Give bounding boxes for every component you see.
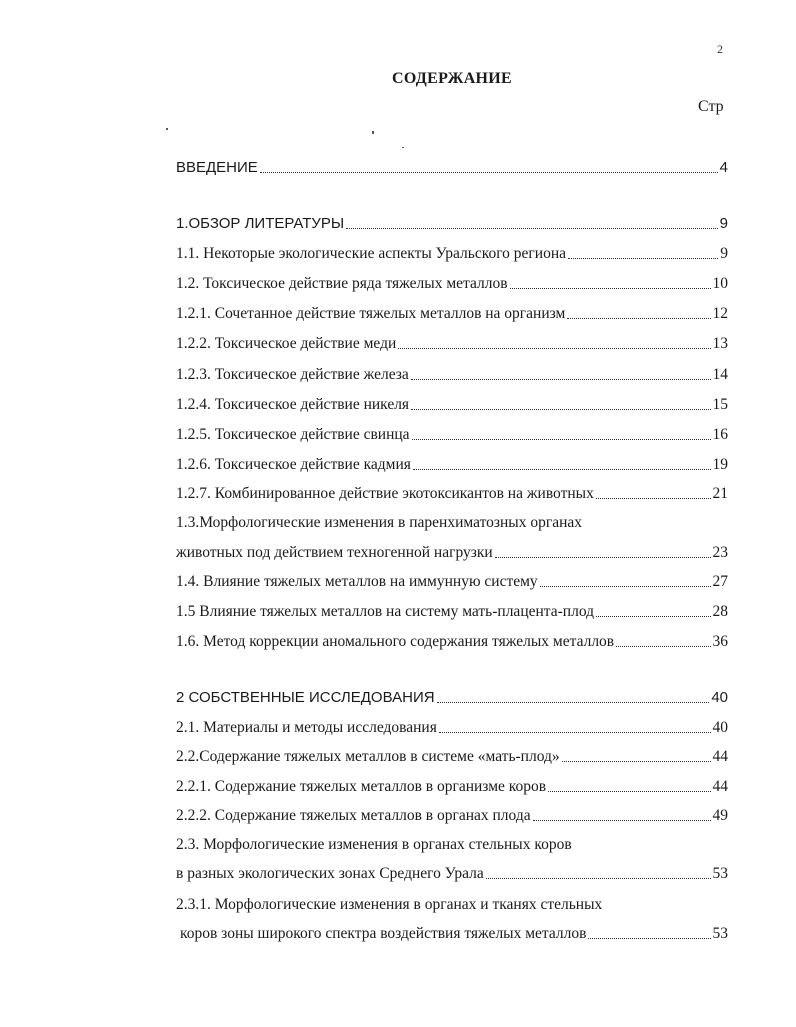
toc-entry-label: 2.1. Материалы и методы исследования <box>176 719 437 736</box>
toc-entry-label: животных под действием техногенной нагрузки <box>176 544 493 561</box>
toc-entry-label: 1.5 Влияние тяжелых металлов на систему мать-плацента-плод <box>176 603 595 620</box>
toc-entry-page: 9 <box>720 245 728 262</box>
leader-dots <box>346 227 717 229</box>
toc-entry <box>176 895 602 915</box>
toc-entry <box>176 602 728 622</box>
toc-entry-label: 2.3.1. Морфологические изменения в органах и тканях стельных <box>176 896 603 913</box>
leader-dots <box>533 819 711 821</box>
leader-dots <box>411 378 711 380</box>
toc-entry-page: 53 <box>712 925 728 942</box>
leader-dots <box>486 877 711 879</box>
toc-entry-page: 13 <box>712 335 728 352</box>
toc-entry <box>176 158 728 178</box>
toc-entry-page: 49 <box>712 807 728 824</box>
toc-entry <box>176 244 728 264</box>
page-column-label: Стр <box>698 98 724 115</box>
toc-entry <box>176 777 728 797</box>
toc-entry-page: 15 <box>712 396 728 413</box>
toc-entry <box>180 924 728 944</box>
toc-entry-page: 21 <box>712 485 728 502</box>
leader-dots <box>596 615 710 617</box>
toc-entry-page: 28 <box>712 603 728 620</box>
leader-dots <box>616 645 710 647</box>
toc-entry-page: 40 <box>711 689 728 706</box>
leader-dots <box>596 497 711 499</box>
toc-entry-label: 2.3. Морфологические изменения в органах стельных коров <box>176 836 572 853</box>
leader-dots <box>413 468 711 470</box>
leader-dots <box>540 585 711 587</box>
toc-entry-label: 1.4. Влияние тяжелых металлов на иммунную систему <box>176 573 538 590</box>
toc-entry <box>176 395 728 415</box>
toc-entry-label: 2.2.1. Содержание тяжелых металлов в организме коров <box>176 778 547 795</box>
toc-entry <box>176 688 728 708</box>
toc-entry-label: 1.2.5. Токсическое действие свинца <box>176 426 410 443</box>
toc-entry-page: 12 <box>712 305 728 322</box>
toc-entry-label: 1.6. Метод коррекции аномального содержания тяжелых металлов <box>176 633 615 650</box>
toc-entry <box>176 543 728 563</box>
toc-entry-label: 1.2.6. Токсическое действие кадмия <box>176 456 411 473</box>
toc-entry <box>176 334 728 354</box>
leader-dots <box>412 438 711 440</box>
toc-entry <box>176 513 582 533</box>
leader-dots <box>439 731 711 733</box>
toc-entry <box>176 455 728 475</box>
page-title: СОДЕРЖАНИЕ <box>391 70 513 87</box>
toc-entry-label: 1.2.2. Токсическое действие меди <box>176 335 397 352</box>
toc-entry <box>176 304 728 324</box>
toc-entry-label: 1.ОБЗОР ЛИТЕРАТУРЫ <box>176 215 345 232</box>
toc-entry-label: 1.3.Морфологические изменения в паренхиматозных органах <box>176 514 583 531</box>
toc-entry-page: 14 <box>712 366 728 383</box>
toc-entry-page: 36 <box>712 633 728 650</box>
toc-entry-page: 53 <box>712 865 728 882</box>
toc-entry-label: в разных экологических зонах Среднего Урала <box>176 865 484 882</box>
page-number: 2 <box>717 42 723 56</box>
toc-entry <box>176 718 728 738</box>
toc-entry <box>176 835 572 855</box>
toc-entry-page: 40 <box>712 719 728 736</box>
toc-entry-label: коров зоны широкого спектра воздействия тяжелых металлов <box>180 925 587 942</box>
toc-entry <box>176 214 728 234</box>
leader-dots <box>567 317 710 319</box>
leader-dots <box>260 171 718 173</box>
toc-entry <box>176 864 728 884</box>
toc-entry-page: 19 <box>712 456 728 473</box>
leader-dots <box>588 937 710 939</box>
leader-dots <box>411 408 710 410</box>
toc-entry-page: 9 <box>719 215 728 232</box>
toc-entry-page: 4 <box>719 159 728 176</box>
leader-dots <box>437 701 710 703</box>
leader-dots <box>495 556 711 558</box>
toc-entry <box>176 425 728 445</box>
toc-entry <box>176 632 728 652</box>
leader-dots <box>398 347 710 349</box>
toc-entry-label: 1.2.7. Комбинированное действие экотоксикантов на животных <box>176 485 594 502</box>
toc-entry-page: 27 <box>712 573 728 590</box>
toc-entry-page: 44 <box>712 778 728 795</box>
toc-entry <box>176 365 728 385</box>
toc-entry-label: ВВЕДЕНИЕ <box>176 159 258 176</box>
toc-entry <box>176 806 728 826</box>
toc-entry-label: 2.2.Содержание тяжелых металлов в системе «мать-плод» <box>176 748 560 765</box>
toc-entry <box>176 274 728 294</box>
toc-entry-label: 1.2.1. Сочетанное действие тяжелых металлов на организм <box>176 305 566 322</box>
leader-dots <box>562 760 711 762</box>
toc-entry <box>176 572 728 592</box>
toc-entry-label: 2.2.2. Содержание тяжелых металлов в органах плода <box>176 807 531 824</box>
leader-dots <box>548 790 710 792</box>
toc-entry-page: 16 <box>712 426 728 443</box>
toc-entry-label: 1.2. Токсическое действие ряда тяжелых металлов <box>176 275 508 292</box>
toc-entry-page: 10 <box>712 275 728 292</box>
toc-entry-page: 23 <box>712 544 728 561</box>
toc-entry-label: 1.2.3. Токсическое действие железа <box>176 366 409 383</box>
toc-entry-label: 1.2.4. Токсическое действие никеля <box>176 396 410 413</box>
toc-entry-page: 44 <box>712 748 728 765</box>
leader-dots <box>568 257 718 259</box>
toc-entry-label: 2 СОБСТВЕННЫЕ ИССЛЕДОВАНИЯ <box>176 689 435 706</box>
leader-dots <box>510 287 711 289</box>
toc-entry <box>176 484 728 504</box>
toc-entry <box>176 747 728 767</box>
toc-entry-label: 1.1. Некоторые экологические аспекты Уральского региона <box>176 245 567 262</box>
